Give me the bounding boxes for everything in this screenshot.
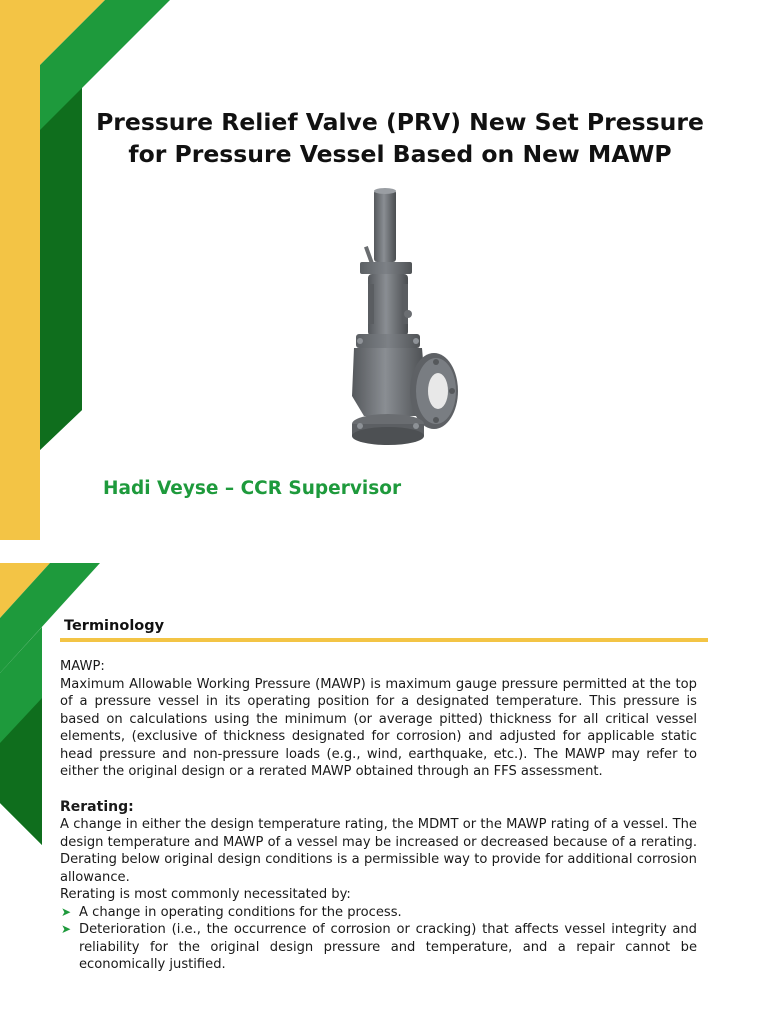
mawp-paragraph: Maximum Allowable Working Pressure (MAWP) is maximum gauge pressure permitted at the top of a pressure vessel in its operating position for a designated temperature. This pressure is based on calculations using the minimum (or average pitted) thickness for all critical vessel elements, (exclusive of thickness designated for corrosion) and adjusted for applicable static head pressure and non-pressure loads (e.g., wind, earthquake, etc.). The MAWP may refer to either the original design or a rerated MAWP obtained through an FFS assessment.: [60, 676, 697, 779]
rerating-paragraph: A change in either the design temperature rating, the MDMT or the MAWP rating of a vessel. The design temperature and MAWP of a vessel may be increased or decreased because of a rerating. Derating below original design conditions is a permissible way to provide for additional corrosion allowance.: [60, 817, 697, 885]
section-divider: [60, 638, 708, 642]
author-line: Hadi Veyse – CCR Supervisor: [103, 478, 402, 499]
mawp-heading: MAWP:: [60, 659, 105, 674]
list-item: [60, 904, 697, 922]
rerating-bullet-list: [60, 904, 697, 974]
section-title: Terminology: [64, 618, 165, 634]
title-line-1: Pressure Relief Valve (PRV) New Set Pressure: [96, 108, 704, 136]
terminology-content: [60, 658, 697, 974]
rerating-heading: Rerating:: [60, 798, 134, 815]
spacer: [60, 781, 697, 791]
arrow-bullet-icon: ➤: [61, 922, 72, 936]
title-line-2: for Pressure Vessel Based on New MAWP: [128, 140, 672, 168]
page-title: [90, 106, 710, 170]
pressure-relief-valve-image: [330, 186, 470, 448]
bullet-text: A change in operating conditions for the process.: [79, 904, 402, 920]
slide-gap: [0, 540, 768, 563]
arrow-bullet-icon: ➤: [61, 904, 72, 919]
rerating-intro: Rerating is most commonly necessitated by:: [60, 887, 351, 902]
list-item: [60, 921, 697, 974]
bullet-text: Deterioration (i.e., the occurrence of corrosion or cracking) that affects vessel integrity and reliability for the original design pressure and temperature, and a repair cannot be economically justified.: [79, 922, 697, 972]
